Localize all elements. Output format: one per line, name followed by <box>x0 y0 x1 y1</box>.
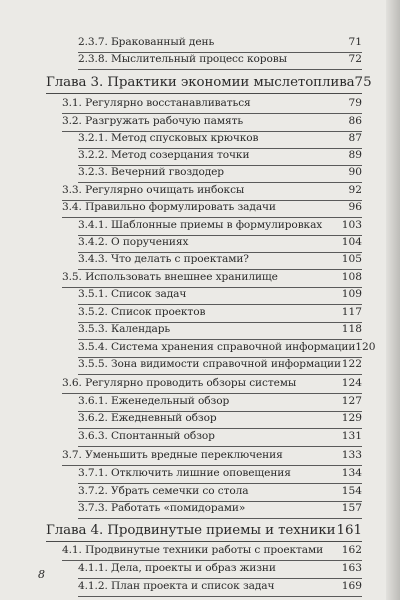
toc-entry-title: 3.5.1. Список задач <box>78 288 187 300</box>
toc-section-row <box>62 201 362 218</box>
toc-entry-page: 90 <box>348 166 362 178</box>
toc-entry-page: 154 <box>341 485 362 497</box>
toc-entry-title: 3.2.2. Метод созерцания точки <box>78 149 250 161</box>
toc-entry-title: 3.6.1. Еженедельный обзор <box>78 395 230 407</box>
toc-subsection-row <box>78 395 362 412</box>
toc-entry-page: 87 <box>348 132 362 144</box>
toc-subsection-row <box>78 485 362 502</box>
toc-subsection-row <box>78 502 362 519</box>
toc-subsection-row <box>78 166 362 183</box>
toc-subsection-row <box>78 288 362 305</box>
toc-entry-title: 3.4.2. О поручениях <box>78 236 189 248</box>
toc-entry-title: 3.3. Регулярно очищать инбоксы <box>62 184 245 196</box>
toc-subsection-row <box>78 149 362 166</box>
toc-entry-title: 3.2.3. Вечерний гвоздодер <box>78 166 224 178</box>
toc-subsection-row <box>78 53 362 70</box>
toc-entry-title: 4.1. Продвинутые техники работы с проектами <box>62 544 324 556</box>
toc-entry-page: 122 <box>341 358 362 370</box>
toc-entry-page: 96 <box>348 201 362 213</box>
toc-entry-page: 108 <box>341 271 362 283</box>
toc-entry-title: 3.6.2. Ежедневный обзор <box>78 412 217 424</box>
page-edge-shadow <box>386 0 400 600</box>
toc-entry-page: 162 <box>341 544 362 556</box>
toc-subsection-row <box>78 132 362 149</box>
toc-entry-page: 131 <box>341 430 362 442</box>
toc-entry-page: 86 <box>348 115 362 127</box>
toc-entry-title: 3.7. Уменьшить вредные переключения <box>62 449 283 461</box>
toc-entry-title: 3.7.2. Убрать семечки со стола <box>78 485 249 497</box>
toc-entry-title: 3.5.4. Система хранения справочной информации <box>78 341 356 353</box>
toc-entry-page: 92 <box>348 184 362 196</box>
toc-entry-page: 79 <box>348 97 362 109</box>
toc-section-row <box>62 115 362 132</box>
toc-subsection-row <box>78 580 362 597</box>
toc-section-row <box>62 377 362 394</box>
page-number: 8 <box>38 568 45 581</box>
toc-entry-title: 3.4.3. Что делать с проектами? <box>78 253 249 265</box>
toc-entry-title: 3.4. Правильно формулировать задачи <box>62 201 276 213</box>
toc-entry-page: 133 <box>341 449 362 461</box>
toc-entry-title: 4.1.2. План проекта и список задач <box>78 580 275 592</box>
toc-entry-title: 3.1. Регулярно восстанавливаться <box>62 97 251 109</box>
toc-subsection-row <box>78 341 376 358</box>
toc-entry-page: 127 <box>341 395 362 407</box>
toc-entry-title: 3.5.5. Зона видимости справочной информации <box>78 358 341 370</box>
toc-entry-page: 104 <box>341 236 362 248</box>
toc-entry-page: 169 <box>341 580 362 592</box>
toc-entry-page: 103 <box>341 219 362 231</box>
toc-entry-page: 124 <box>341 377 362 389</box>
toc-entry-page: 109 <box>341 288 362 300</box>
toc-entry-title: 3.5. Использовать внешнее хранилище <box>62 271 278 283</box>
toc-entry-title: 4.1.1. Дела, проекты и образ жизни <box>78 562 276 574</box>
toc-entry-title: Глава 4. Продвинутые приемы и техники <box>46 523 336 538</box>
toc-section-row <box>62 97 362 114</box>
toc-entry-page: 71 <box>348 36 362 48</box>
toc-entry-title: 3.5.3. Календарь <box>78 323 171 335</box>
toc-entry-page: 117 <box>341 306 362 318</box>
toc-subsection-row <box>78 219 362 236</box>
toc-entry-page: 120 <box>355 341 376 353</box>
toc-subsection-row <box>78 236 362 253</box>
toc-entry-title: 3.4.1. Шаблонные приемы в формулировках <box>78 219 323 231</box>
toc-subsection-row <box>78 562 362 579</box>
toc-entry-page: 161 <box>336 523 362 538</box>
toc-entry-page: 118 <box>341 323 362 335</box>
toc-entry-title: Глава 3. Практики экономии мыслетоплива <box>46 75 355 90</box>
toc-section-row <box>62 544 362 561</box>
toc-subsection-row <box>78 253 362 270</box>
toc-entry-page: 105 <box>341 253 362 265</box>
toc-chapter-row <box>46 523 362 542</box>
toc-subsection-row <box>78 467 362 484</box>
toc-subsection-row <box>78 412 362 429</box>
toc-entry-page: 134 <box>341 467 362 479</box>
toc-entry-page: 89 <box>348 149 362 161</box>
toc-entry-title: 3.5.2. Список проектов <box>78 306 206 318</box>
toc-section-row <box>62 449 362 466</box>
toc-subsection-row <box>78 358 362 375</box>
toc-subsection-row <box>78 323 362 340</box>
toc-entry-title: 3.7.1. Отключить лишние оповещения <box>78 467 291 479</box>
toc-entry-title: 2.3.8. Мыслительный процесс коровы <box>78 53 287 65</box>
toc-chapter-row <box>46 75 372 94</box>
toc-entry-title: 3.6.3. Спонтанный обзор <box>78 430 215 442</box>
toc-entry-page: 163 <box>341 562 362 574</box>
toc-entry-title: 2.3.7. Бракованный день <box>78 36 215 48</box>
toc-entry-title: 3.2.1. Метод спусковых крючков <box>78 132 259 144</box>
toc-entry-title: 3.2. Разгружать рабочую память <box>62 115 244 127</box>
toc-subsection-row <box>78 430 362 447</box>
toc-entry-page: 72 <box>348 53 362 65</box>
toc-entry-title: 3.7.3. Работать «помидорами» <box>78 502 246 514</box>
toc-subsection-row <box>78 306 362 323</box>
toc-subsection-row <box>78 36 362 53</box>
toc-entry-page: 75 <box>354 75 372 90</box>
toc-section-row <box>62 184 362 201</box>
toc-entry-page: 129 <box>341 412 362 424</box>
toc-section-row <box>62 271 362 288</box>
toc-entry-page: 157 <box>341 502 362 514</box>
toc-entry-title: 3.6. Регулярно проводить обзоры системы <box>62 377 297 389</box>
